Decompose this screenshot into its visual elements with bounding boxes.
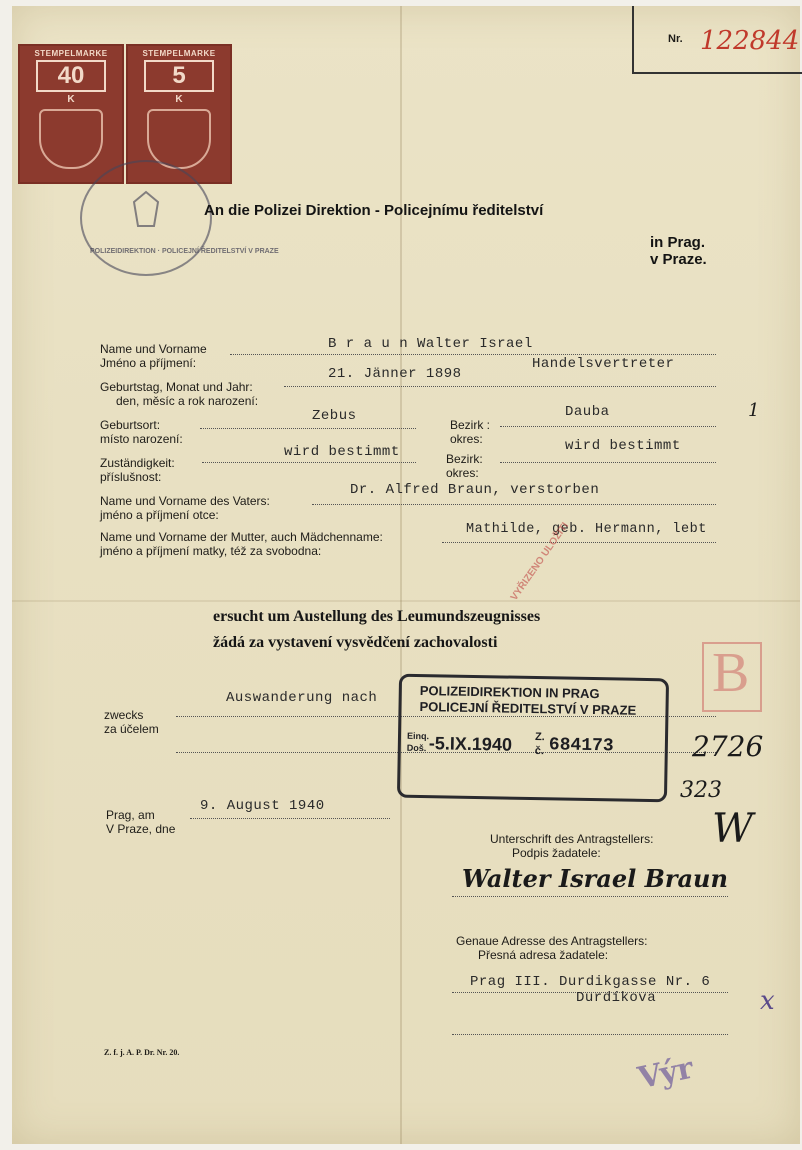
mother-value: Mathilde, geb. Hermann, lebt <box>466 522 707 537</box>
city-cz: v Praze. <box>650 251 707 268</box>
revenue-stamp-label: STEMPELMARKE <box>142 49 216 58</box>
revenue-stamp-value: 40 <box>36 60 106 92</box>
addressee-heading: An die Polizei Direktion - Policejnímu ředitelství <box>204 202 544 219</box>
purpose-value: Auswanderung nach <box>226 690 378 706</box>
police-seal-stamp <box>80 160 279 276</box>
vyr-stamp: Výr <box>634 1050 697 1097</box>
signature-dotted-line <box>452 896 728 897</box>
date-label-de: Prag, am <box>106 808 155 822</box>
birthplace-label-cz: místo narození: <box>100 432 183 446</box>
address-line1: Prag III. Durdikgasse Nr. 6 <box>470 974 711 990</box>
form-code: Z. f. j. A. P. Dr. Nr. 20. <box>104 1048 180 1057</box>
date-dotted-line <box>190 818 390 819</box>
father-value: Dr. Alfred Braun, verstorben <box>350 482 600 498</box>
purpose-label-cz: za účelem <box>104 722 159 736</box>
name-dotted-line <box>230 354 716 355</box>
name-value: B r a u n Walter Israel <box>328 336 533 352</box>
city-de: in Prag. <box>650 234 706 251</box>
signature-label-cz: Podpis žadatele: <box>512 846 601 860</box>
diagonal-stamp: VYŘIZENO ULOŽITI <box>508 520 572 603</box>
mother-label-de: Name und Vorname der Mutter, auch Mädchenname: <box>100 530 383 544</box>
mother-dotted-line <box>442 542 716 543</box>
receipt-number: 684173 <box>548 735 614 757</box>
nr-value: 122844 <box>700 26 800 56</box>
district2-dotted-line <box>500 462 716 463</box>
revenue-stamp-unit: K <box>175 94 183 105</box>
revenue-stamp-label: STEMPELMARKE <box>34 49 108 58</box>
birth-label-de: Geburtstag, Monat und Jahr: <box>100 380 253 394</box>
letter-b: B <box>712 642 750 704</box>
district2-value: wird bestimmt <box>565 438 681 454</box>
address-dotted-line-2 <box>452 1034 728 1035</box>
receipt-dos-label: Doš. <box>406 742 427 754</box>
address-label-cz: Přesná adresa žadatele: <box>478 948 609 962</box>
receipt-stamp-line1: POLIZEIDIREKTION IN PRAG <box>419 683 600 702</box>
birth-value: 21. Jänner 1898 <box>328 366 462 382</box>
request-line-cz: žádá za vystavení vysvědčení zachovalosti <box>213 634 498 651</box>
jurisdiction-label-de: Zuständigkeit: <box>100 456 175 470</box>
revenue-stamp-unit: K <box>67 94 75 105</box>
receipt-stamp <box>397 674 669 803</box>
birthplace-dotted-line <box>200 428 416 429</box>
district-label-cz: okres: <box>450 432 483 446</box>
request-line-de: ersucht um Austellung des Leumundszeugnisses <box>213 608 541 625</box>
district-mark: 1 <box>748 400 760 421</box>
father-dotted-line <box>312 504 716 505</box>
birthplace-value: Zebus <box>312 408 357 424</box>
date-value: 9. August 1940 <box>200 798 325 814</box>
signature-label-de: Unterschrift des Antragstellers: <box>490 832 654 846</box>
district2-label-cz: okres: <box>446 466 479 480</box>
district2-label-de: Bezirk: <box>446 452 483 466</box>
occupation-value: Handelsvertreter <box>532 356 675 372</box>
date-label-cz: V Praze, dne <box>106 822 176 836</box>
handwritten-initial: W <box>712 806 754 852</box>
district-value: Dauba <box>565 404 610 420</box>
jurisdiction-value: wird bestimmt <box>284 444 400 460</box>
jurisdiction-dotted-line <box>202 462 416 463</box>
address-label-de: Genaue Adresse des Antragstellers: <box>456 934 648 948</box>
birth-dotted-line <box>284 386 716 387</box>
mother-label-cz: jméno a příjmení matky, též za svobodna: <box>100 544 322 558</box>
receipt-date: -5.IX.1940 <box>428 733 513 755</box>
father-label-de: Name und Vorname des Vaters: <box>100 494 270 508</box>
receipt-c-label: č. <box>534 745 545 758</box>
fold-line-horizontal <box>12 600 800 602</box>
signature-value: Walter Israel Braun <box>462 864 728 893</box>
revenue-stamp-value: 5 <box>144 60 214 92</box>
name-label-cz: Jméno a příjmení: <box>100 356 197 370</box>
jurisdiction-label-cz: příslušnost: <box>100 470 162 484</box>
police-seal-text: POLIZEIDIREKTION · POLICEJNÍ ŘEDITELSTVÍ V PRAZE <box>90 248 279 255</box>
receipt-stamp-line2: POLICEJNÍ ŘEDITELSTVÍ V PRAZE <box>419 699 637 718</box>
receipt-z-label: Z. <box>534 731 545 744</box>
lion-shield-icon <box>39 109 103 169</box>
nr-label: Nr. <box>668 33 683 45</box>
purpose-label-de: zwecks <box>104 708 144 722</box>
police-seal-emblem-icon <box>82 162 279 274</box>
address-line2: Durdíkova <box>576 990 657 1006</box>
birthplace-label-de: Geburtsort: <box>100 418 161 432</box>
handwritten-x-mark: x <box>760 986 775 1016</box>
name-label-de: Name und Vorname <box>100 342 207 356</box>
handwritten-323: 323 <box>680 778 722 803</box>
district-dotted-line <box>500 426 716 427</box>
district-label-de: Bezirk : <box>450 418 491 432</box>
fold-line-vertical <box>400 6 402 1144</box>
receipt-einq-label: Einq. <box>406 730 430 742</box>
father-label-cz: jméno a příjmení otce: <box>100 508 219 522</box>
birth-label-cz: den, měsíc a rok narození: <box>116 394 259 408</box>
handwritten-2726: 2726 <box>692 730 764 763</box>
